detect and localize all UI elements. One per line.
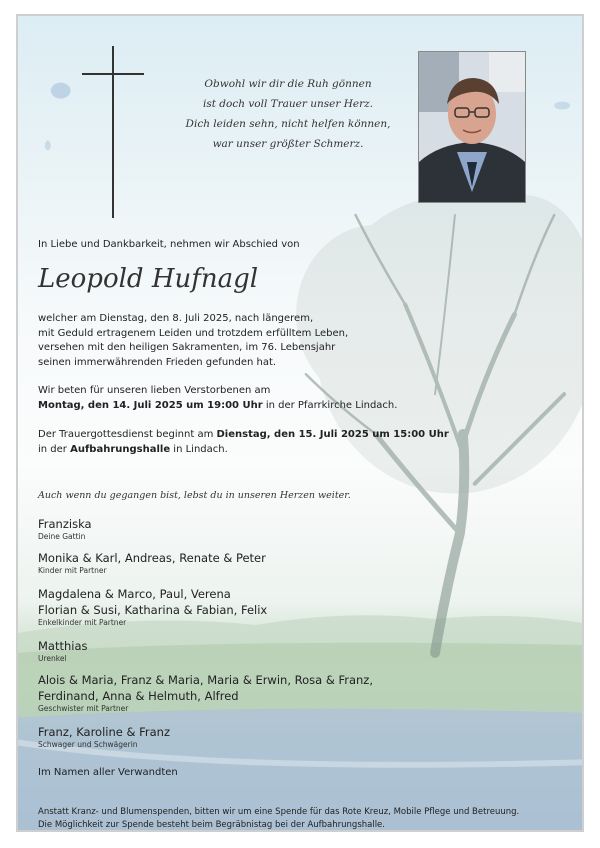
funeral-date: Dienstag, den 15. Juli 2025 um 15:00 Uhr [216,429,449,440]
bio-line: mit Geduld ertragenem Leiden und trotzdem erfülltem Leben, [38,327,349,339]
portrait-photo [418,51,526,203]
family-group [38,724,170,750]
family-relation: Urenkel [38,654,67,663]
funeral-venue: Aufbahrungshalle [70,443,171,455]
portrait-icon [419,52,525,202]
family-relation: Kinder mit Partner [38,566,107,575]
prayer-text [38,384,397,413]
family-group [38,550,266,576]
funeral-intro: Der Trauergottesdienst beginnt am [38,429,217,440]
donation-note [38,806,578,832]
family-relation: Schwager und Schwägerin [38,740,138,749]
family-names: Ferdinand, Anna & Helmuth, Alfred [38,689,239,703]
cross-vertical [112,46,114,218]
family-names: Matthias [38,639,88,653]
family-group [38,516,92,542]
family-group [38,586,267,628]
family-group [38,672,373,714]
poem-line: ist doch voll Trauer unser Herz. [203,98,373,110]
poem-line: war unser größter Schmerz. [212,138,364,150]
family-names: Florian & Susi, Katharina & Fabian, Felix [38,603,268,617]
poem [168,74,408,154]
family-names: Magdalena & Marco, Paul, Verena [38,587,231,601]
footer-line: Anstatt Kranz- und Blumenspenden, bitten wir um eine Spende für das Rote Kreuz, Mobile Pflege und Betreuung. [38,807,520,817]
family-relation: Deine Gattin [38,532,86,541]
cross-horizontal [82,73,144,75]
family-names: Alois & Maria, Franz & Maria, Maria & Erwin, Rosa & Franz, [38,673,373,687]
funeral-text [38,428,449,457]
deceased-name: Leopold Hufnagl [38,264,259,294]
prayer-location: in der Pfarrkirche Lindach. [262,399,398,411]
bio-line: welcher am Dienstag, den 8. Juli 2025, nach längerem, [38,313,314,324]
closing-text: Im Namen aller Verwandten [38,767,178,778]
bio-line: seinen immerwährenden Frieden gefunden hat. [38,356,277,368]
intro-text: In Liebe und Dankbarkeit, nehmen wir Abschied von [38,239,300,250]
funeral-place: in Lindach. [170,443,228,455]
obituary-card [16,14,584,832]
family-names: Monika & Karl, Andreas, Renate & Peter [38,551,266,565]
funeral-in: in der [38,443,71,455]
family-relation: Enkelkinder mit Partner [38,618,127,627]
prayer-date: Montag, den 14. Juli 2025 um 19:00 Uhr [38,399,263,411]
family-relation: Geschwister mit Partner [38,704,129,713]
poem-line: Obwohl wir dir die Ruh gönnen [204,78,372,90]
memorial-quote: Auch wenn du gegangen bist, lebst du in unseren Herzen weiter. [38,490,351,501]
poem-line: Dich leiden sehn, nicht helfen können, [185,118,391,130]
bio-line: versehen mit den heiligen Sakramenten, im 76. Lebensjahr [38,342,336,353]
prayer-line: Wir beten für unseren lieben Verstorbenen am [38,385,271,396]
family-group [38,638,88,664]
family-names: Franziska [38,517,92,531]
footer-line: Die Möglichkeit zur Spende besteht beim Begräbnistag bei der Aufbahrungshalle. [38,820,385,830]
bio-text [38,312,348,370]
family-names: Franz, Karoline & Franz [38,725,170,739]
